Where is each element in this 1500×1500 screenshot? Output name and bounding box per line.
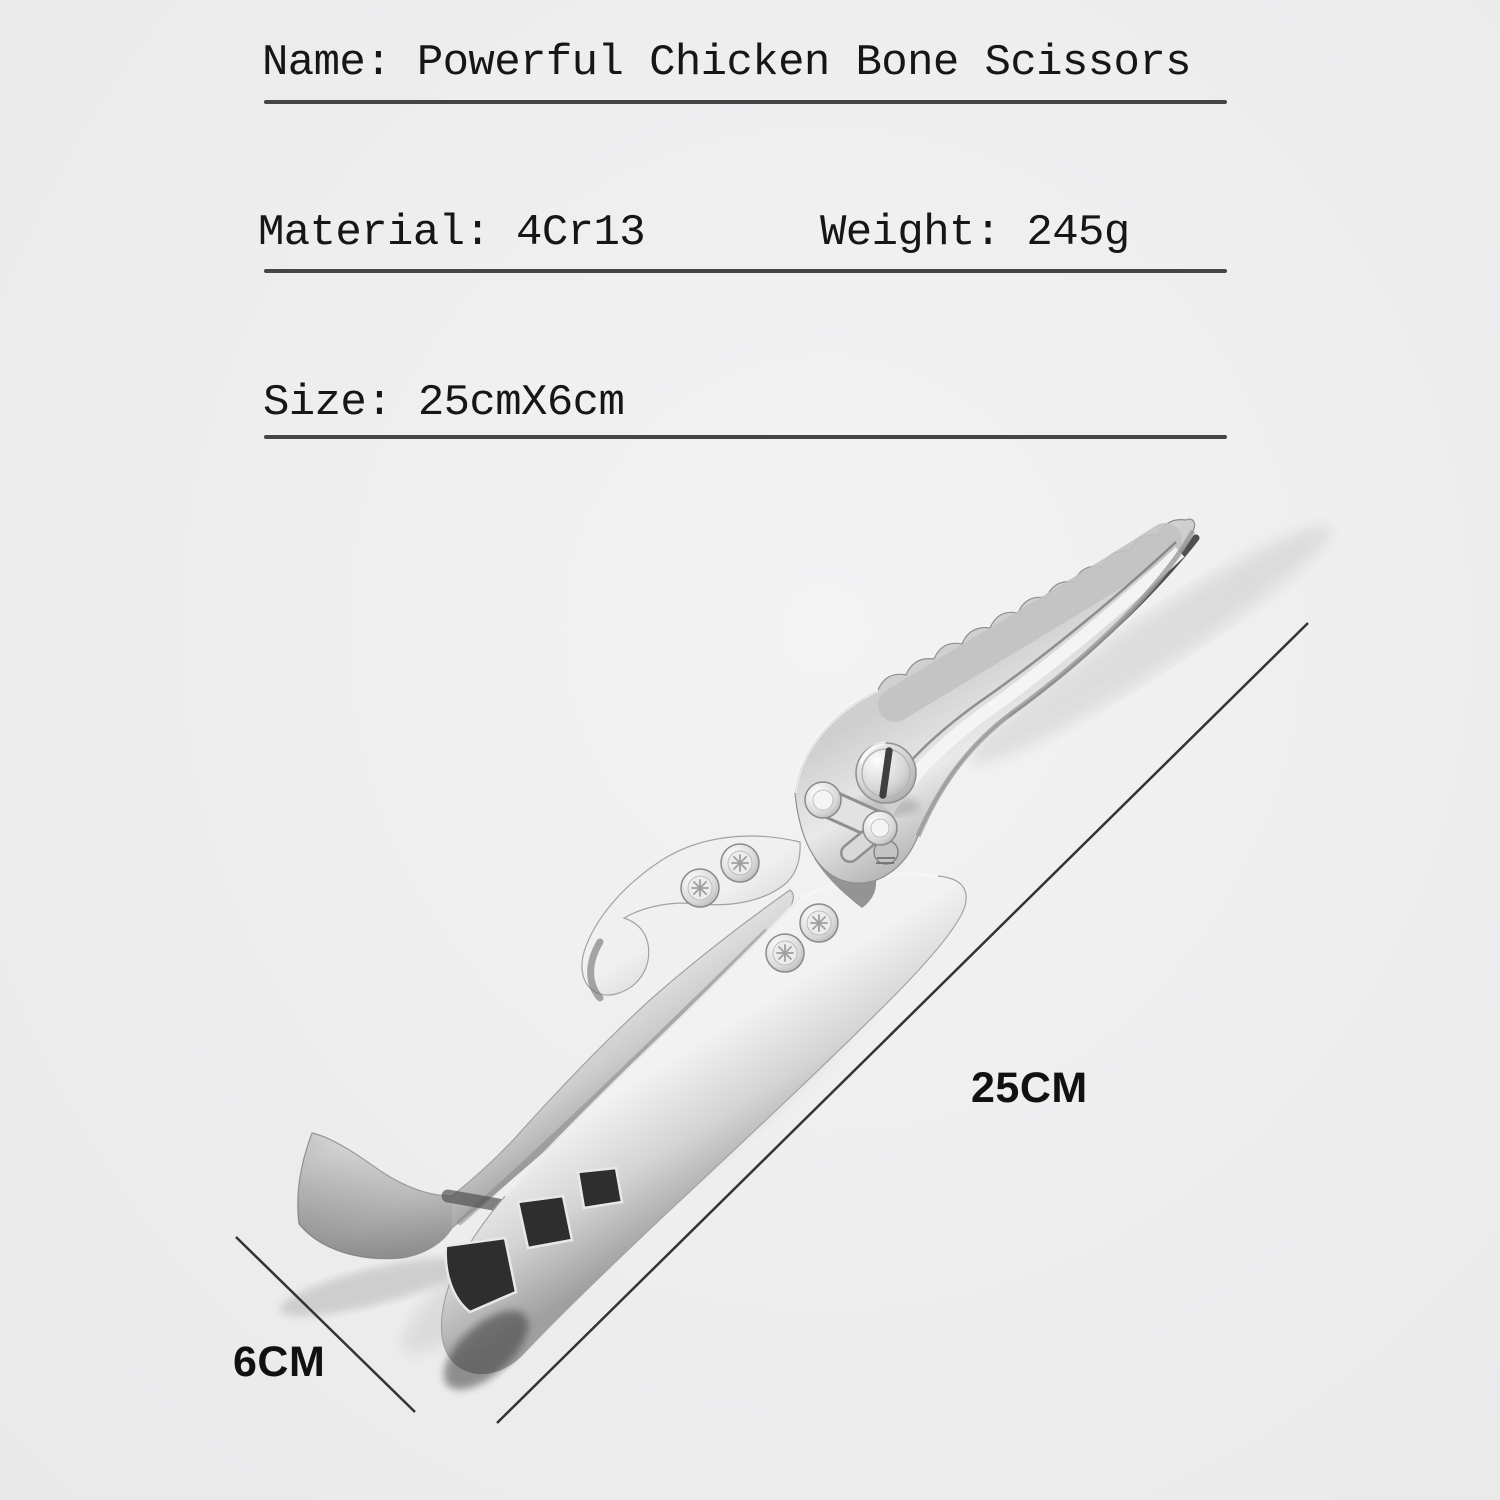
handle-cutout (518, 1196, 572, 1248)
spec-name-text: Name: Powerful Chicken Bone Scissors (262, 38, 1191, 88)
spec-size-text: Size: 25cmX6cm (263, 378, 625, 428)
pivot-screw (856, 743, 916, 803)
lower-handle (431, 874, 967, 1403)
handle-rivet (681, 869, 719, 907)
width-dimension-label: 6CM (233, 1338, 326, 1386)
handle-rivet (766, 934, 804, 972)
handle-rivet (721, 844, 759, 882)
length-dimension-label: 25CM (971, 1064, 1088, 1112)
spec-weight-text: Weight: 245g (820, 208, 1130, 258)
foot-shading (298, 1133, 452, 1259)
handle-cutout (578, 1168, 622, 1208)
spec-material-text: Material: 4Cr13 (258, 208, 646, 258)
handle-rivet (800, 904, 838, 942)
